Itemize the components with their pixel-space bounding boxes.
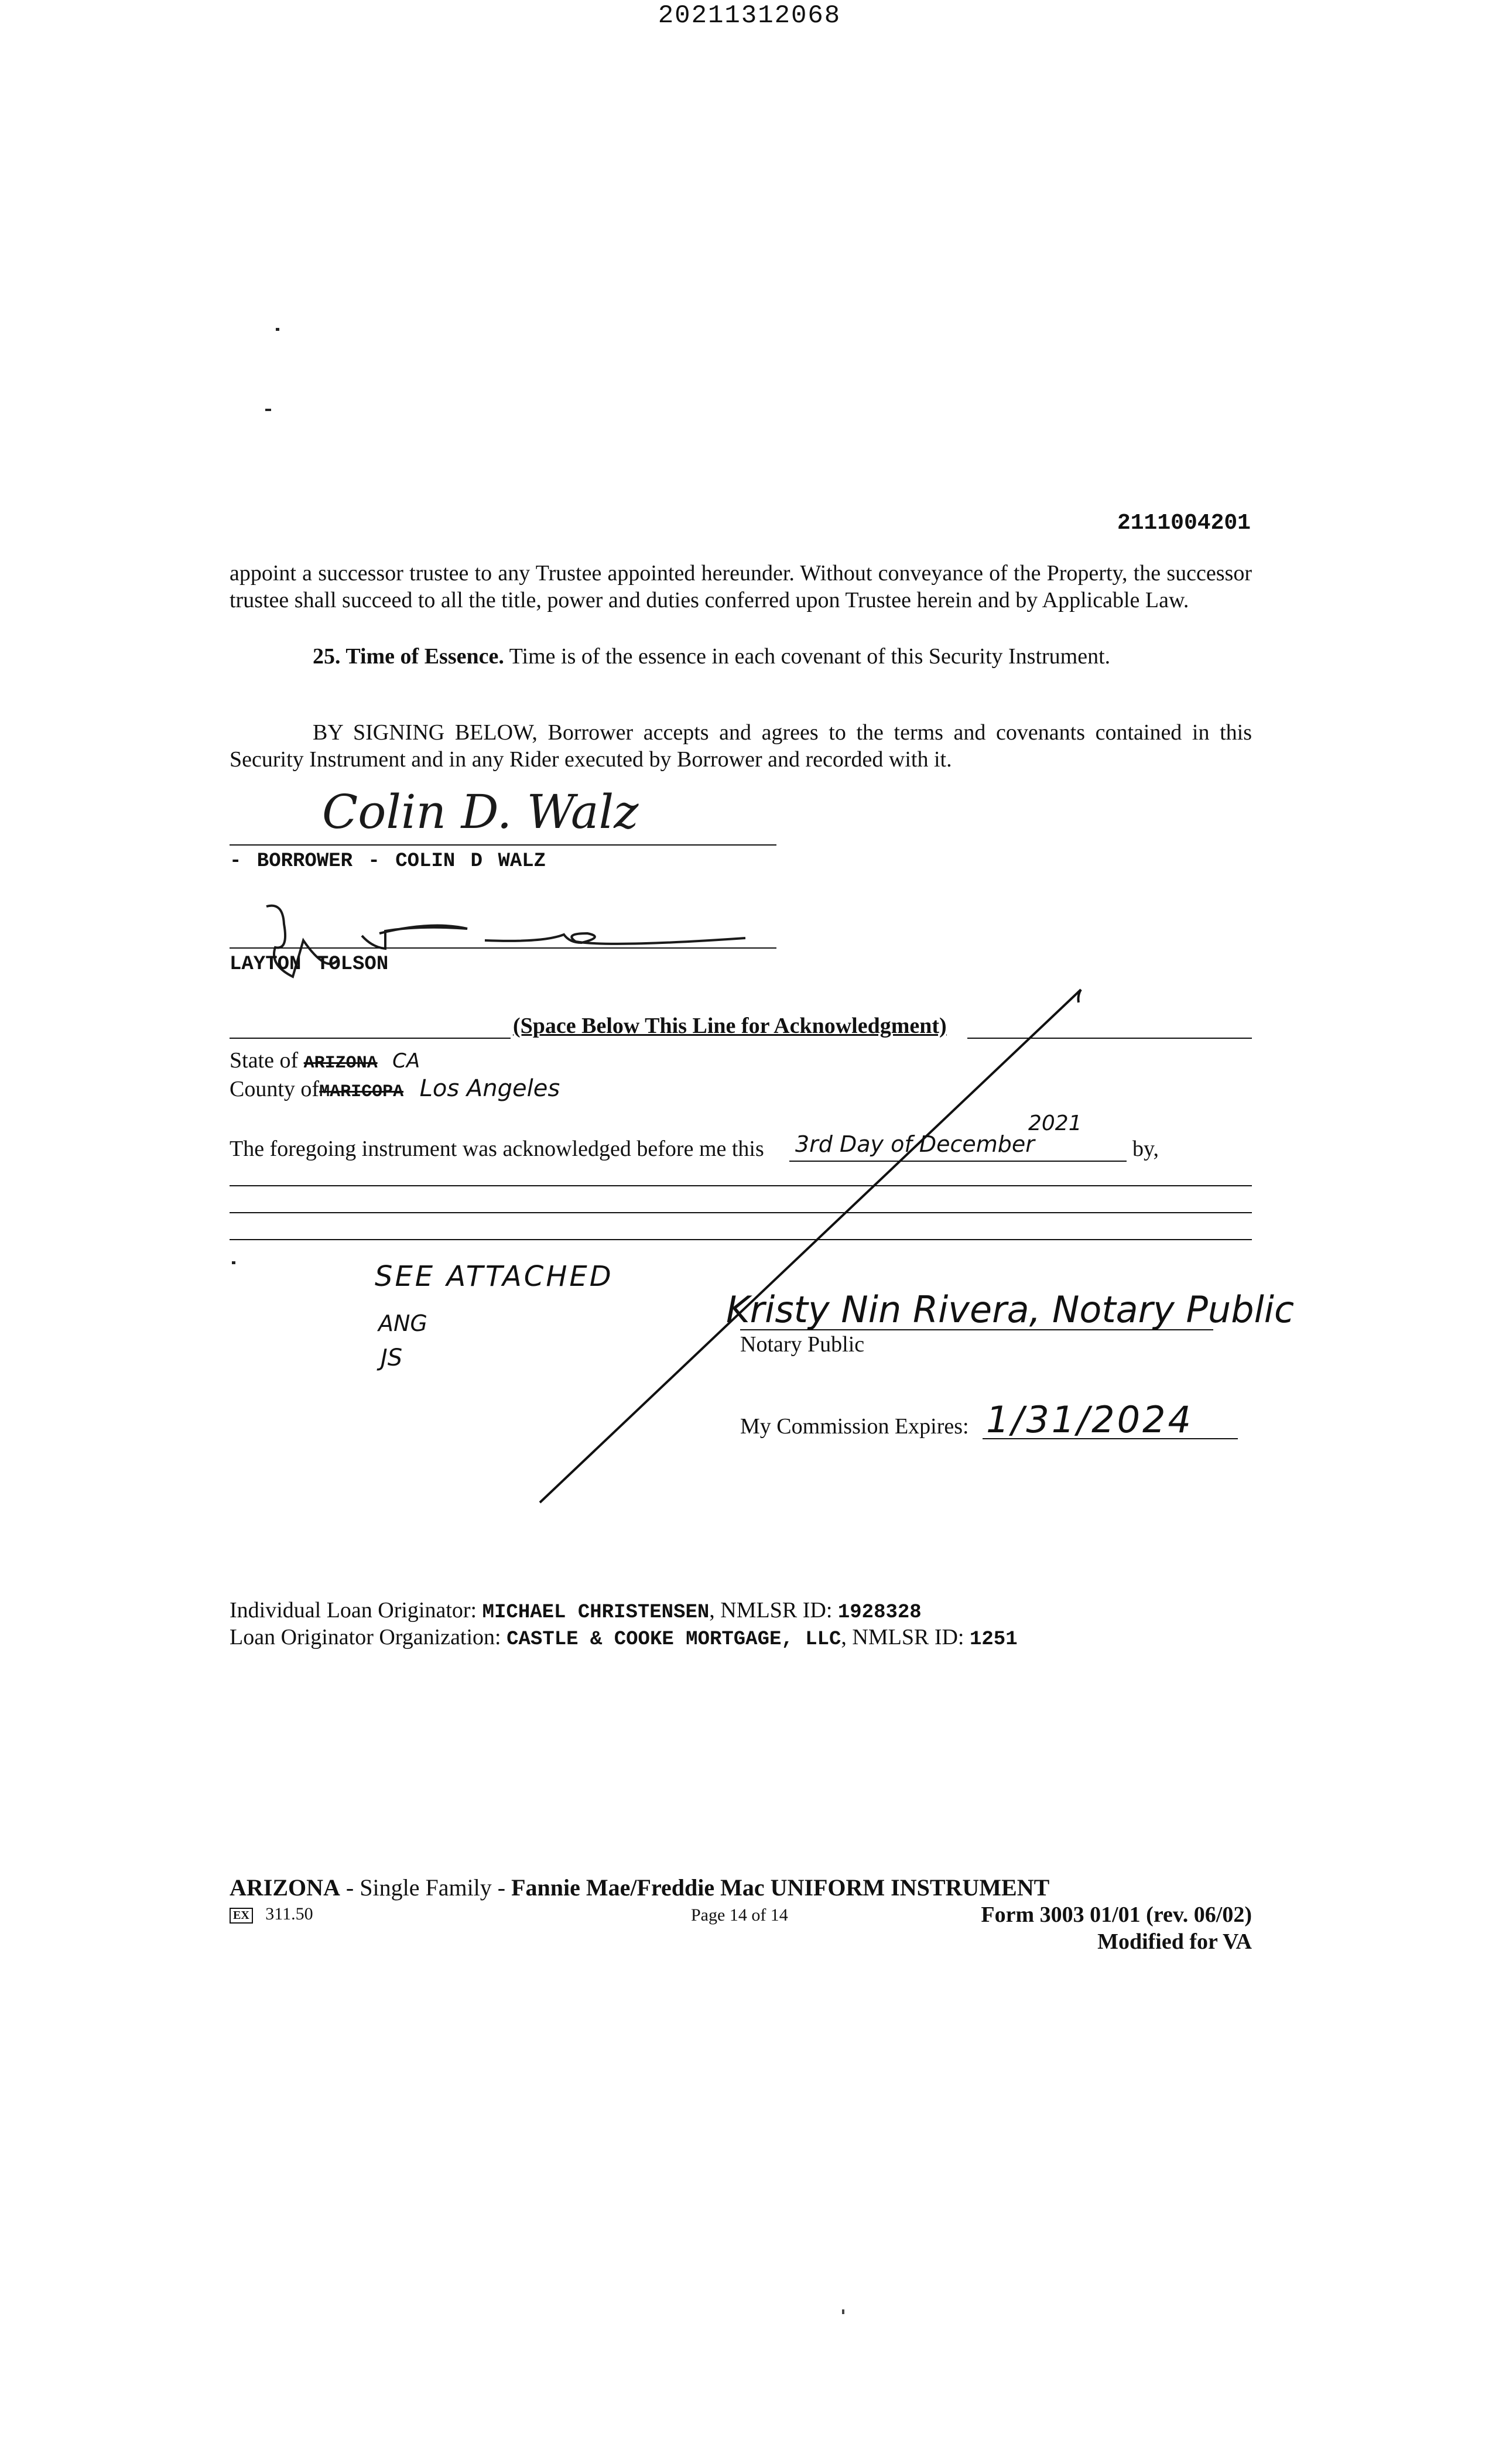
acknowledgment-divider-label: (Space Below This Line for Acknowledgment) — [513, 1014, 947, 1038]
modified-for-va: Modified for VA — [1097, 1929, 1252, 1954]
org-nmlsr-id: 1251 — [969, 1628, 1018, 1651]
org-nmlsr-label: , NMLSR ID: — [841, 1625, 970, 1649]
footer-instrument: Fannie Mae/Freddie Mac UNIFORM INSTRUMENT — [511, 1874, 1050, 1901]
county-label: County of — [230, 1077, 320, 1101]
form-code-icon: EX — [230, 1908, 253, 1924]
foregoing-text: The foregoing instrument was acknowledged before me this — [230, 1137, 764, 1161]
state-handwritten: CA — [392, 1049, 420, 1073]
initials-handwritten: ANG — [378, 1310, 427, 1336]
initials2-handwritten: JS — [381, 1344, 403, 1371]
section-25-heading: 25. Time of Essence. — [313, 644, 504, 669]
originator-org-name: CASTLE & COOKE MORTGAGE, LLC — [506, 1628, 841, 1651]
borrower-signature-handwritten: Colin D. Walz — [322, 785, 639, 839]
county-handwritten: Los Angeles — [419, 1075, 560, 1102]
signing-statement: BY SIGNING BELOW, Borrower accepts and agrees to the terms and covenants contained in this Security Instrument and in any Rider executed by Borrower and recorded with it. — [230, 720, 1252, 772]
date-handwritten: 3rd Day of December — [795, 1131, 1035, 1157]
borrower-1-label: - BORROWER - COLIN D WALZ — [230, 850, 546, 872]
page-number: Page 14 of 14 — [691, 1905, 788, 1925]
footer-state: ARIZONA — [230, 1874, 340, 1901]
by-text: by, — [1132, 1137, 1159, 1161]
individual-nmlsr-id: 1928328 — [837, 1601, 922, 1624]
county-printed: MARICOPA — [319, 1082, 404, 1102]
notary-public-label: Notary Public — [740, 1332, 865, 1357]
commission-label: My Commission Expires: — [740, 1414, 969, 1439]
individual-originator-label: Individual Loan Originator: — [230, 1598, 482, 1623]
loan-number: 2111004201 — [1117, 511, 1251, 536]
footer-dash: - Single Family - — [340, 1874, 512, 1901]
footer-form-code-box — [230, 1904, 313, 1924]
state-label: State of — [230, 1048, 299, 1073]
see-attached-handwritten: SEE ATTACHED — [375, 1260, 614, 1293]
borrower-2-label: LAYTON TOLSON — [230, 953, 389, 976]
stray-mark — [842, 2309, 844, 2314]
commission-handwritten: 1/31/2024 — [986, 1398, 1193, 1441]
individual-originator-name: MICHAEL CHRISTENSEN — [482, 1601, 710, 1624]
form-number: Form 3003 01/01 (rev. 06/02) — [981, 1902, 1252, 1927]
year-handwritten: 2021 — [1028, 1111, 1082, 1135]
individual-originator-line — [230, 1597, 922, 1624]
notary-signature-handwritten: Kristy Nin Rivera, Notary Public — [726, 1288, 1295, 1331]
originator-org-label: Loan Originator Organization: — [230, 1625, 507, 1649]
originator-org-line — [230, 1624, 1018, 1651]
paragraph-continued: appoint a successor trustee to any Trustee appointed hereunder. Without conveyance of the Property, the successor trustee shall succeed to all the title, power and duties conferred upon Trustee herein and by Applicable Law. — [230, 561, 1252, 612]
individual-nmlsr-label: , NMLSR ID: — [709, 1598, 838, 1623]
state-printed: ARIZONA — [303, 1053, 378, 1073]
form-code: 311.50 — [265, 1904, 313, 1924]
recording-number: 20211312068 — [658, 1, 841, 30]
footer-form-title — [230, 1874, 1049, 1901]
section-25-text: Time is of the essence in each covenant of this Security Instrument. — [504, 644, 1111, 669]
